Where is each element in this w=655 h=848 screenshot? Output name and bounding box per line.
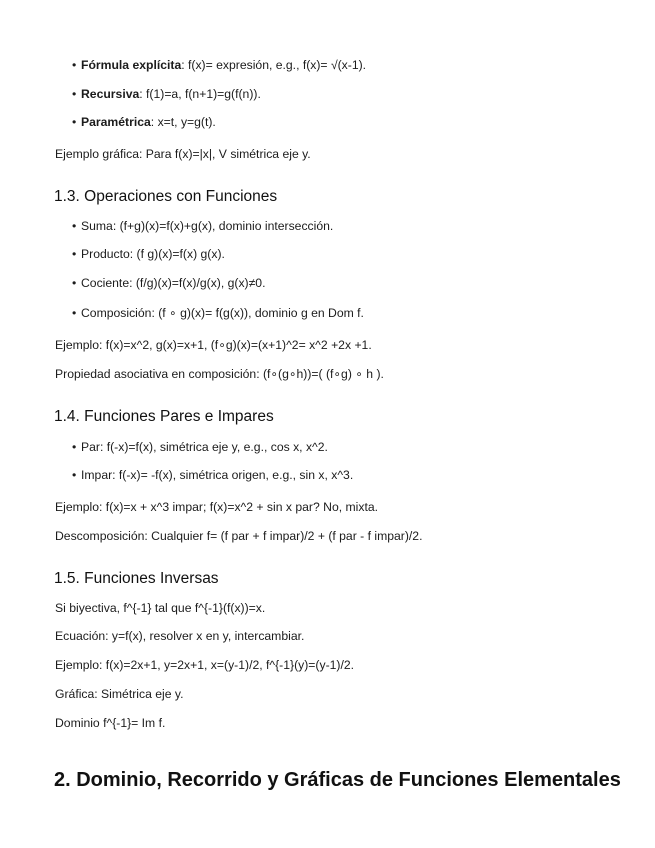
- inverse-equation-paragraph: Ecuación: y=f(x), resolver x en y, intercambiar.: [55, 629, 305, 643]
- bullet-icon: •: [72, 115, 77, 129]
- list-item-suma: [72, 218, 333, 234]
- list-item-formula-explicita: [72, 57, 366, 73]
- term-label: Paramétrica: [81, 115, 151, 129]
- bullet-icon: •: [72, 440, 77, 454]
- section-heading-1-4: 1.4. Funciones Pares e Impares: [54, 408, 274, 425]
- example-parity-paragraph: Ejemplo: f(x)=x + x^3 impar; f(x)=x^2 + sin x par? No, mixta.: [55, 500, 378, 514]
- bullet-icon: •: [72, 219, 77, 233]
- list-item-producto: [72, 246, 225, 262]
- list-item-text: Impar: f(-x)= -f(x), simétrica origen, e.g., sin x, x^3.: [81, 468, 354, 482]
- list-item-text: Par: f(-x)=f(x), simétrica eje y, e.g., cos x, x^2.: [81, 440, 328, 454]
- section-heading-1-5: 1.5. Funciones Inversas: [54, 570, 219, 587]
- bullet-icon: •: [72, 58, 77, 72]
- associative-property-paragraph: Propiedad asociativa en composición: (f∘(g∘h))=( (f∘g) ∘ h ).: [55, 367, 384, 381]
- list-item-recursiva: [72, 86, 261, 102]
- inverse-graph-paragraph: Gráfica: Simétrica eje y.: [55, 687, 184, 701]
- term-label: Recursiva: [81, 87, 140, 101]
- list-item-impar: [72, 467, 353, 483]
- list-item-parametrica: [72, 114, 216, 130]
- list-item-text: Suma: (f+g)(x)=f(x)+g(x), dominio intersección.: [81, 219, 334, 233]
- list-item-text: Producto: (f g)(x)=f(x) g(x).: [81, 247, 225, 261]
- section-heading-1-3: 1.3. Operaciones con Funciones: [54, 188, 278, 205]
- bullet-icon: •: [72, 87, 77, 101]
- list-item-composicion: [72, 305, 364, 321]
- example-composition-paragraph: Ejemplo: f(x)=x^2, g(x)=x+1, (f∘g)(x)=(x+1)^2= x^2 +2x +1.: [55, 338, 372, 352]
- list-item-cociente: [72, 275, 265, 291]
- list-item-text: Composición: (f ∘ g)(x)= f(g(x)), dominio g en Dom f.: [81, 306, 364, 320]
- section-heading-2: 2. Dominio, Recorrido y Gráficas de Funciones Elementales: [54, 769, 621, 791]
- bullet-icon: •: [72, 276, 77, 290]
- inverse-domain-paragraph: Dominio f^{-1}= Im f.: [55, 716, 166, 730]
- bullet-icon: •: [72, 468, 77, 482]
- term-label: Fórmula explícita: [81, 58, 182, 72]
- list-item-text: Cociente: (f/g)(x)=f(x)/g(x), g(x)≠0.: [81, 276, 266, 290]
- bullet-icon: •: [72, 306, 77, 320]
- decomposition-paragraph: Descomposición: Cualquier f= (f par + f impar)/2 + (f par - f impar)/2.: [55, 529, 423, 543]
- inverse-example-paragraph: Ejemplo: f(x)=2x+1, y=2x+1, x=(y-1)/2, f^{-1}(y)=(y-1)/2.: [55, 658, 355, 672]
- term-text: : x=t, y=g(t).: [150, 115, 216, 129]
- list-item-par: [72, 439, 328, 455]
- term-text: : f(1)=a, f(n+1)=g(f(n)).: [139, 87, 261, 101]
- inverse-definition-paragraph: Si biyectiva, f^{-1} tal que f^{-1}(f(x))=x.: [55, 601, 266, 615]
- bullet-icon: •: [72, 247, 77, 261]
- term-text: : f(x)= expresión, e.g., f(x)= √(x-1).: [181, 58, 367, 72]
- example-graph-paragraph: Ejemplo gráfica: Para f(x)=|x|, V simétrica eje y.: [55, 147, 311, 161]
